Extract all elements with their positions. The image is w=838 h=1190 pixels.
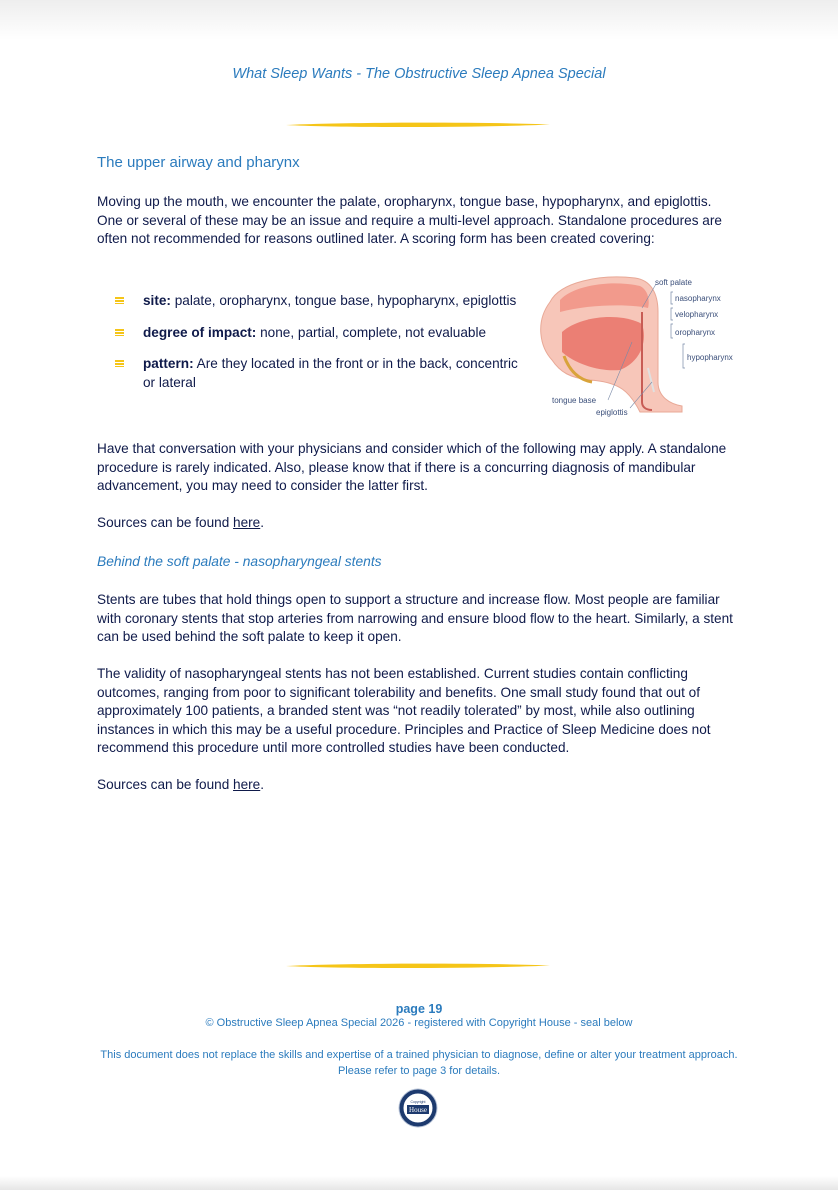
label-tongue-base: tongue base [552,396,597,405]
page-top-shade [0,0,838,40]
bullet-marker-icon [115,360,124,367]
page-number: page 19 [395,1002,443,1016]
conversation-paragraph: Have that conversation with your physicians and consider which of the following may apply. A standalone procedure is rarely indicated. Also, please know that if there is a concurring diagnosis of mandibular advancement, you may need to consider the latter first. [97,441,727,493]
bottom-divider-brush [284,962,552,970]
list-item [115,324,525,343]
page-bottom-shade [0,1176,838,1190]
upper-airway-diagram [530,272,745,422]
list-item [115,355,525,392]
intro-paragraph: Moving up the mouth, we encounter the palate, oropharynx, tongue base, hypopharynx, and epiglottis. One or several of these may be an issue and require a multi-level approach. Standalone procedures are often not recommended for reasons outlined later. A scoring form has been created covering: [97,194,722,246]
subsection-heading: Behind the soft palate - nasopharyngeal stents [97,554,382,569]
sources-link[interactable]: here [233,515,261,530]
medical-disclaimer: This document does not replace the skills and expertise of a trained physician to diagnose, define or alter your treatment approach. Please refer to page 3 for details. [100,1049,738,1077]
top-divider-brush [284,121,552,129]
bullet-term: degree of impact: [143,324,257,340]
scoring-criteria-list [115,292,525,405]
bullet-text: none, partial, complete, not evaluable [256,324,487,340]
bullet-marker-icon [115,329,124,336]
section-heading: The upper airway and pharynx [97,154,300,171]
bullet-term: site: [143,293,171,308]
bullet-marker-icon [115,297,124,304]
sources-link[interactable]: here [233,777,261,792]
bullet-text: palate, oropharynx, tongue base, hypopharynx, epiglottis [170,293,517,308]
validity-paragraph: The validity of nasopharyngeal stents has not been established. Current studies contain conflicting outcomes, ranging from poor to significant tolerability and benefits. One small study found that out of approximately 100 patients, a branded stent was “not readily tolerated” by most, while also outlining instances in which this may be a useful procedure. Principles and Practice of Sleep Medicine does not recommend this procedure until more controlled studies have been conducted. [97,666,711,755]
sources-line-1: Sources can be found here. [97,515,265,530]
label-velopharynx: velopharynx [675,310,719,319]
stents-paragraph: Stents are tubes that hold things open to support a structure and increase flow. Most people are familiar with coronary stents that stop arteries from narrowing and ensure blood flow to the heart. Similarly, a stent can be used behind the soft palate to keep it open. [97,592,733,644]
label-epiglottis: epiglottis [596,408,628,417]
bullet-term: pattern: [143,356,194,371]
list-item [115,292,525,311]
sources-line-2: Sources can be found here. [97,777,265,792]
label-hypopharynx: hypopharynx [687,353,733,362]
label-nasopharynx: nasopharynx [675,294,721,303]
label-soft-palate: soft palate [655,278,692,287]
copyright-notice: © Obstructive Sleep Apnea Special 2026 - registered with Copyright House - seal below [205,1017,633,1029]
label-oropharynx: oropharynx [675,328,716,337]
svg-text:Copyright: Copyright [410,1100,426,1104]
svg-text:House: House [409,1106,427,1114]
document-header-title: What Sleep Wants - The Obstructive Sleep Apnea Special [232,66,606,82]
bullet-text: Are they located in the front or in the back, concentric or lateral [143,356,518,390]
copyright-house-seal-icon [398,1088,438,1128]
